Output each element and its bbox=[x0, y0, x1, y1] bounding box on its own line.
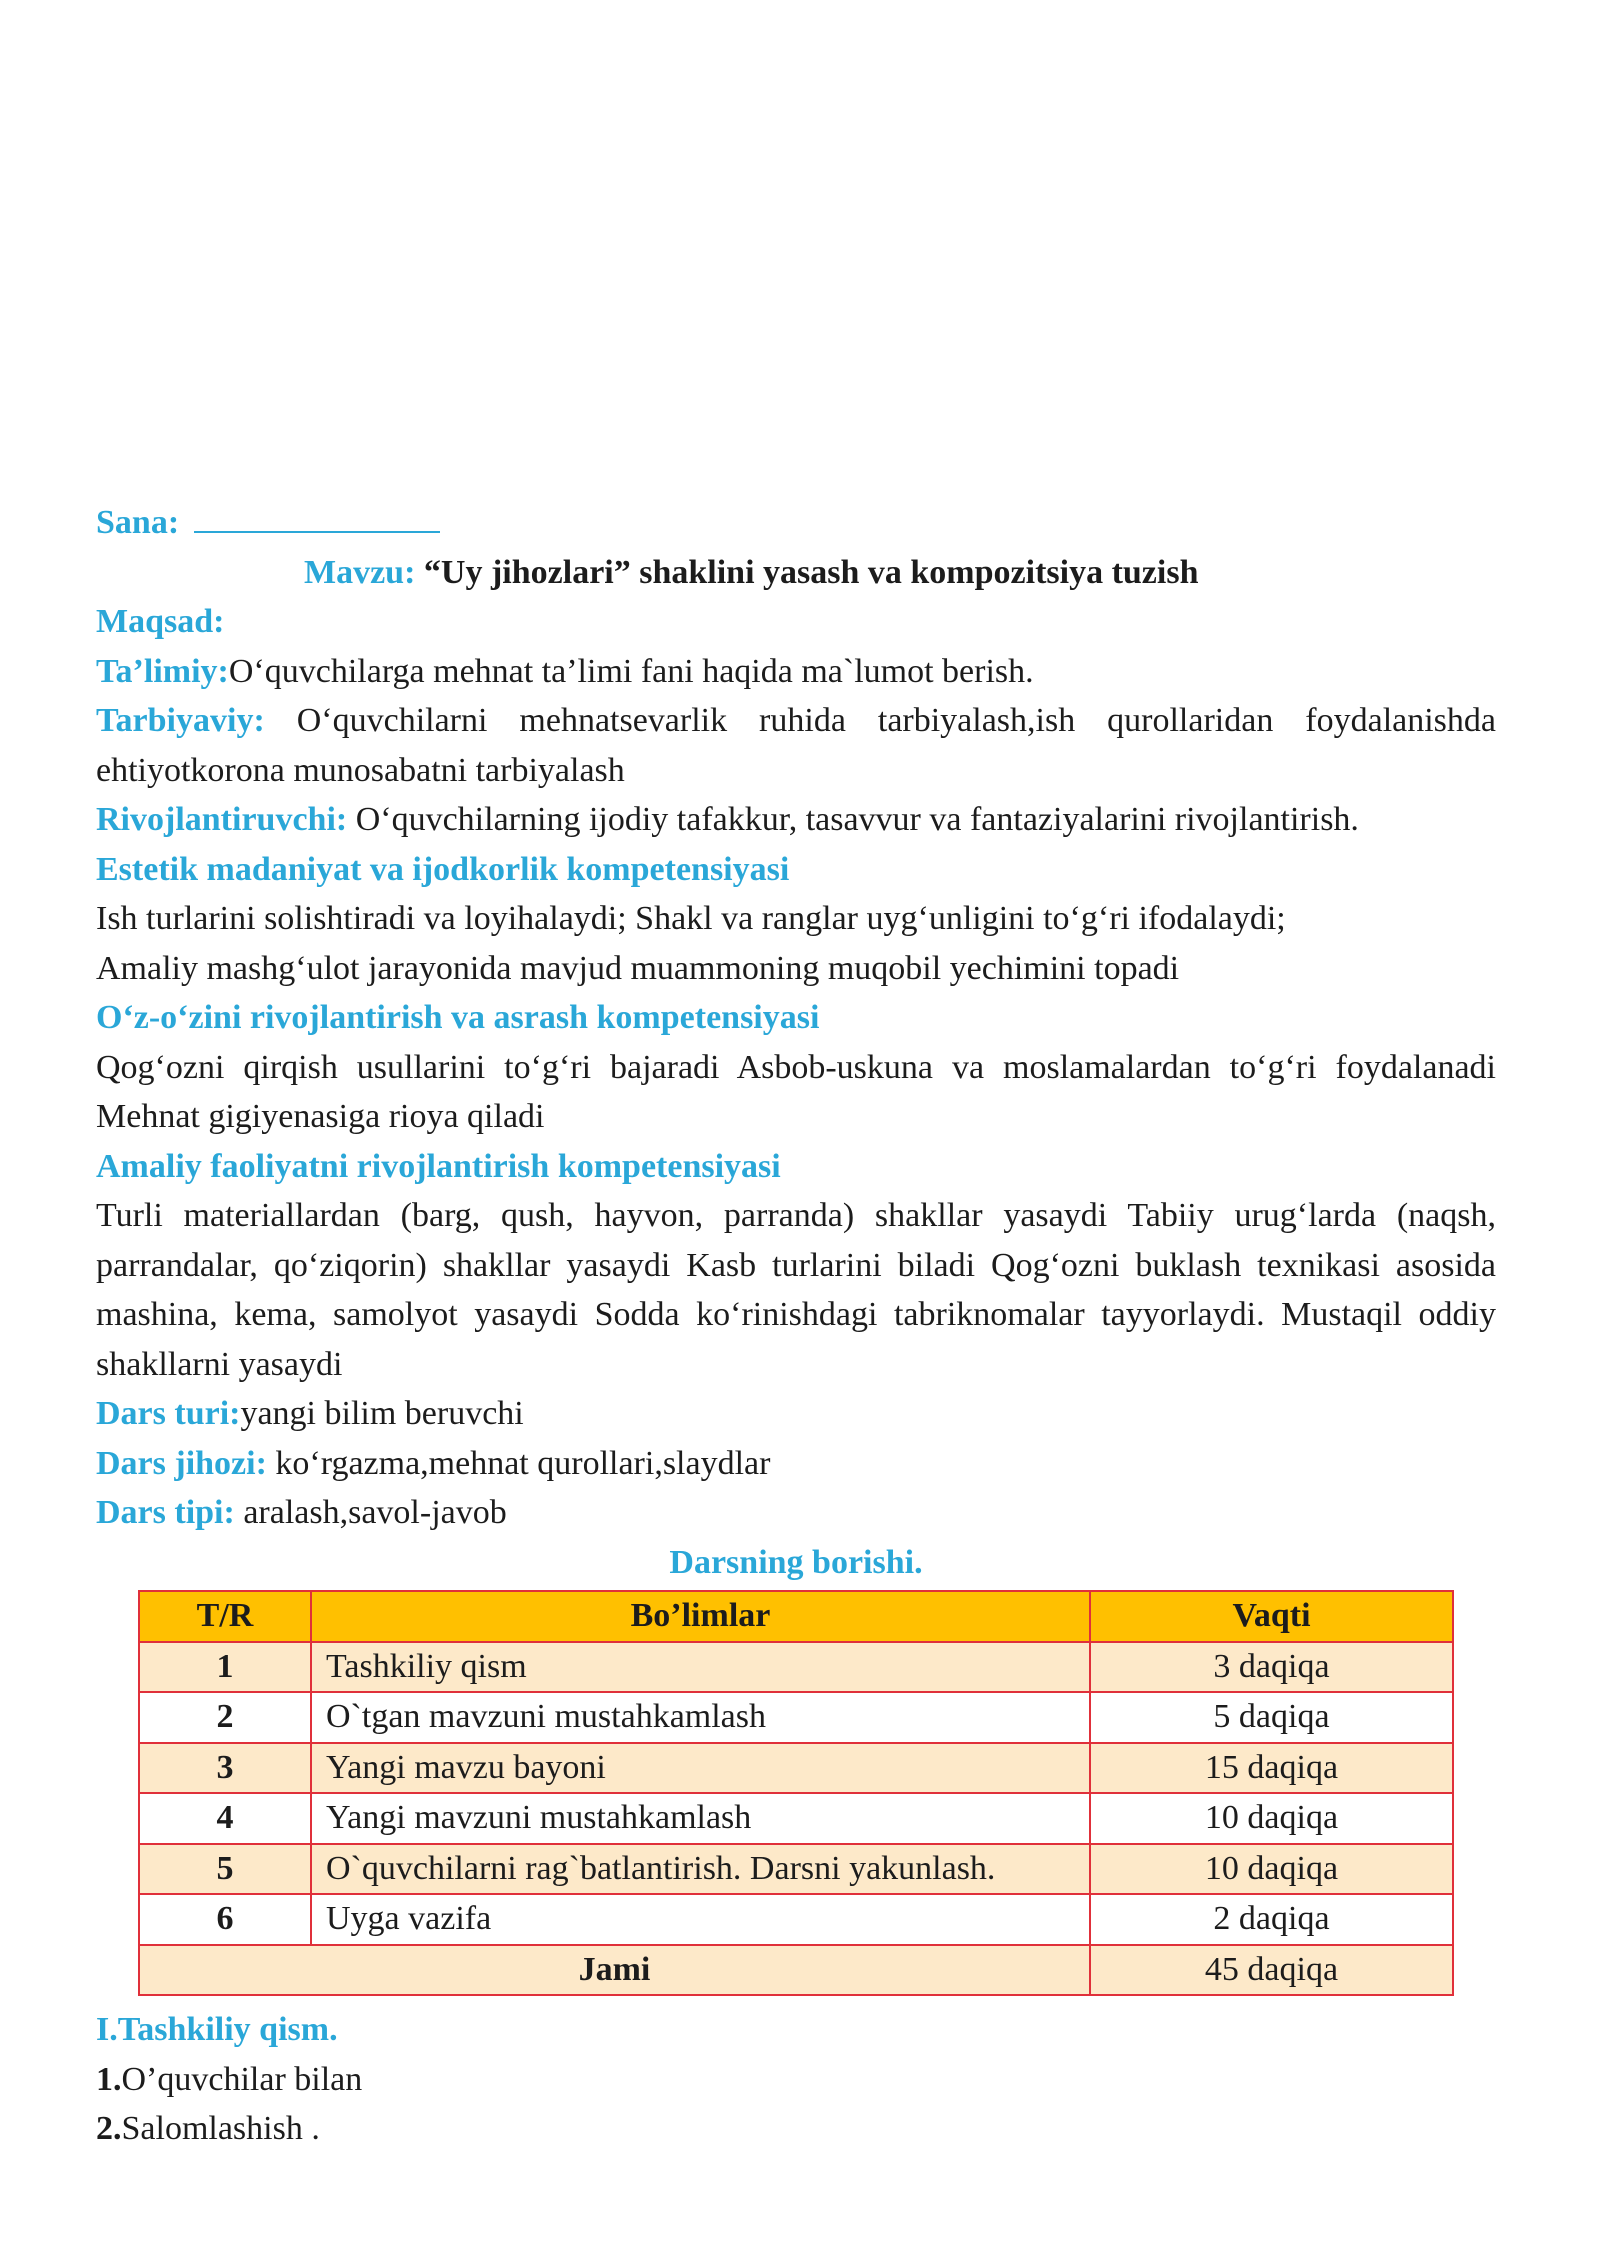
row-section: O`tgan mavzuni mustahkamlash bbox=[311, 1692, 1090, 1743]
row-section: O`quvchilarni rag`batlantirish. Darsni yakunlash. bbox=[311, 1844, 1090, 1895]
list-item bbox=[96, 2104, 1496, 2154]
goal-heading bbox=[96, 597, 1496, 647]
competency-title: Estetik madaniyat va ijodkorlik kompetensiyasi bbox=[96, 850, 790, 888]
row-section: Yangi mavzuni mustahkamlash bbox=[311, 1793, 1090, 1844]
topic-line bbox=[96, 548, 1496, 598]
table-row bbox=[139, 1894, 1453, 1945]
lesson-schedule-table bbox=[138, 1590, 1454, 1996]
total-time: 45 daqiqa bbox=[1090, 1945, 1453, 1996]
date-blank-field bbox=[194, 501, 440, 533]
lesson-kind bbox=[96, 1488, 1496, 1538]
table-row bbox=[139, 1692, 1453, 1743]
list-item-number: 1. bbox=[96, 2060, 122, 2098]
list-item-text: O’quvchilar bilan bbox=[121, 2060, 363, 2098]
competency-title: Amaliy faoliyatni rivojlantirish kompetensiyasi bbox=[96, 1147, 781, 1185]
developmental-goal-label: Rivojlantiruvchi: bbox=[96, 801, 348, 838]
row-time: 10 daqiqa bbox=[1090, 1844, 1453, 1895]
row-time: 15 daqiqa bbox=[1090, 1743, 1453, 1794]
competency-line: Ish turlarini solishtiradi va loyihalaydi; Shakl va ranglar uyg‘unligini to‘g‘ri ifodalaydi; bbox=[96, 900, 1286, 937]
lesson-kind-label: Dars tipi: bbox=[96, 1494, 235, 1531]
lesson-kind-text: aralash,savol-javob bbox=[234, 1494, 507, 1531]
lesson-type-text: yangi bilim beruvchi bbox=[240, 1395, 524, 1432]
topic-text: “Uy jihozlari” shaklini yasash va kompozitsiya tuzish bbox=[423, 553, 1199, 591]
table-header-row bbox=[139, 1591, 1453, 1642]
total-label: Jami bbox=[139, 1945, 1090, 1996]
lesson-type bbox=[96, 1389, 1496, 1439]
educational-goal bbox=[96, 647, 1496, 697]
competency-line: Amaliy mashg‘ulot jarayonida mavjud muammoning muqobil yechimini topadi bbox=[96, 949, 1180, 987]
list-item-text: Salomlashish . bbox=[121, 2110, 320, 2147]
row-section: Yangi mavzu bayoni bbox=[311, 1743, 1090, 1794]
developmental-goal bbox=[96, 795, 1496, 845]
developmental-goal-text: O‘quvchilarning ijodiy tafakkur, tasavvur va fantaziyalarini rivojlantirish. bbox=[355, 801, 1359, 838]
row-number: 1 bbox=[139, 1642, 311, 1693]
row-time: 5 daqiqa bbox=[1090, 1692, 1453, 1743]
lesson-plan-body bbox=[96, 498, 1496, 1587]
row-time: 3 daqiqa bbox=[1090, 1642, 1453, 1693]
list-item bbox=[96, 2055, 1496, 2105]
topic-label: Mavzu: bbox=[304, 553, 416, 591]
lesson-equipment-text: ko‘rgazma,mehnat qurollari,slaydlar bbox=[266, 1444, 771, 1482]
table-caption: Darsning borishi. bbox=[669, 1543, 923, 1581]
table-row bbox=[139, 1642, 1453, 1693]
row-time: 10 daqiqa bbox=[1090, 1793, 1453, 1844]
date-label: Sana: bbox=[96, 504, 180, 541]
list-item-number: 2. bbox=[96, 2110, 122, 2147]
educational-goal-label: Ta’limiy: bbox=[96, 652, 229, 690]
upbringing-goal-label: Tarbiyaviy: bbox=[96, 702, 265, 739]
table-total-row bbox=[139, 1945, 1453, 1996]
date-line bbox=[96, 498, 1496, 548]
row-number: 3 bbox=[139, 1743, 311, 1794]
lesson-equipment-label: Dars jihozi: bbox=[96, 1444, 267, 1482]
upbringing-goal-text: O‘quvchilarni mehnatsevarlik ruhida tarbiyalash,ish qurollaridan foydalanishda ehtiyotkorona munosabatni tarbiyalash bbox=[96, 702, 1496, 789]
competency-text: Turli materiallardan (barg, qush, hayvon, parranda) shakllar yasaydi Tabiiy urug‘larda (naqsh, parrandalar, qo‘ziqorin) shakllar yasaydi Kasb turlarini biladi Qog‘ozni buklash texnikasi asosida mashina, kema, samolyot yasaydi Sodda ko‘rinishdagi tabriknomalar tayyorlaydi. Mustaqil oddiy shakllarni yasaydi bbox=[96, 1197, 1496, 1383]
organizational-section bbox=[96, 2005, 1496, 2154]
educational-goal-text: O‘quvchilarga mehnat ta’limi fani haqida ma`lumot berish. bbox=[228, 652, 1034, 690]
row-section: Tashkiliy qism bbox=[311, 1642, 1090, 1693]
column-header: T/R bbox=[139, 1591, 311, 1642]
row-time: 2 daqiqa bbox=[1090, 1894, 1453, 1945]
row-number: 4 bbox=[139, 1793, 311, 1844]
table-row bbox=[139, 1793, 1453, 1844]
lesson-type-label: Dars turi: bbox=[96, 1395, 241, 1432]
goal-label: Maqsad: bbox=[96, 603, 225, 640]
table-row bbox=[139, 1844, 1453, 1895]
upbringing-goal bbox=[96, 696, 1496, 795]
column-header: Bo’limlar bbox=[311, 1591, 1090, 1642]
row-number: 2 bbox=[139, 1692, 311, 1743]
section-title: I.Tashkiliy qism. bbox=[96, 2011, 338, 2048]
competency-text: Qog‘ozni qirqish usullarini to‘g‘ri bajaradi Asbob-uskuna va moslamalardan to‘g‘ri foydalanadi Mehnat gigiyenasiga rioya qiladi bbox=[96, 1048, 1496, 1135]
lesson-equipment bbox=[96, 1439, 1496, 1489]
row-number: 6 bbox=[139, 1894, 311, 1945]
table-row bbox=[139, 1743, 1453, 1794]
column-header: Vaqti bbox=[1090, 1591, 1453, 1642]
row-section: Uyga vazifa bbox=[311, 1894, 1090, 1945]
row-number: 5 bbox=[139, 1844, 311, 1895]
competency-title: O‘z-o‘zini rivojlantirish va asrash kompetensiyasi bbox=[96, 999, 820, 1036]
